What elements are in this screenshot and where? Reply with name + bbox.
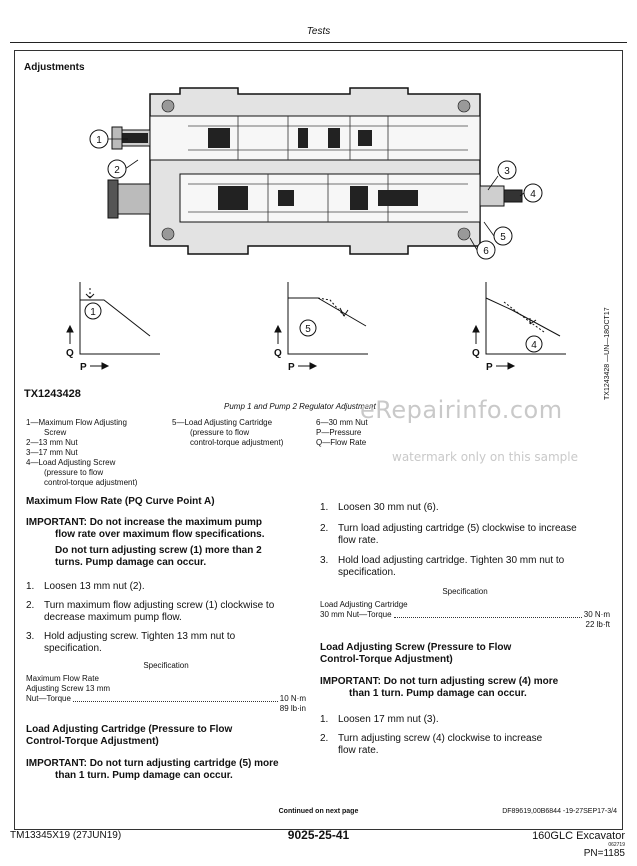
- footer-pn: PN=1185: [583, 848, 625, 859]
- graph3-p-label: P: [486, 362, 493, 373]
- step: [320, 555, 610, 579]
- legend-col1: [26, 418, 166, 488]
- graph2-q-label: Q: [274, 348, 282, 359]
- step-line: Turn load adjusting cartridge (5) clockwise to increase: [338, 523, 577, 534]
- callout-3-label: 3: [504, 166, 510, 177]
- step: [320, 714, 610, 726]
- graph3-q-label: Q: [472, 348, 480, 359]
- legend-item: P—Pressure: [316, 428, 362, 437]
- legend-item: 4—Load Adjusting Screw: [26, 458, 116, 467]
- spec-line: Maximum Flow Rate: [26, 674, 99, 683]
- graph-callout-1-label: 1: [90, 307, 96, 318]
- spec-value-alt: 89 lb·in: [279, 704, 306, 713]
- step-number: 1.: [320, 714, 329, 725]
- legend-item: 3—17 mm Nut: [26, 448, 78, 457]
- important-line: IMPORTANT: Do not increase the maximum pump: [26, 517, 262, 528]
- important-line: IMPORTANT: Do not turn adjusting cartridge (5) more: [26, 758, 279, 769]
- pq-graphs: [0, 270, 637, 380]
- spec-torque-row: [26, 694, 306, 704]
- callout-4-label: 4: [530, 189, 536, 200]
- important-line: flow rate over maximum flow specifications.: [55, 529, 265, 540]
- cartridge-heading: [26, 724, 306, 748]
- legend-item: 1—Maximum Flow Adjusting: [26, 418, 127, 427]
- step-text: [338, 555, 564, 579]
- important-line: turns. Pump damage can occur.: [55, 557, 207, 568]
- step: [26, 600, 306, 624]
- legend-item: 2—13 mm Nut: [26, 438, 78, 447]
- step-line: decrease maximum pump flow.: [44, 612, 182, 623]
- watermark-subtext: watermark only on this sample: [392, 450, 579, 464]
- legend-col2: [172, 418, 312, 448]
- footer-date-code: 062719: [608, 842, 625, 848]
- graph1-q-label: Q: [66, 348, 74, 359]
- graph2-p-label: P: [288, 362, 295, 373]
- important-line: than 1 turn. Pump damage can occur.: [55, 770, 233, 781]
- legend-item: Q—Flow Rate: [316, 438, 367, 447]
- step-number: 3.: [320, 555, 329, 566]
- step-number: 1.: [320, 502, 329, 513]
- important-line: Do not turn adjusting screw (1) more than 2: [55, 545, 262, 556]
- footer-manual-id: TM13345X19 (27JUN19): [10, 830, 122, 841]
- step: [320, 733, 610, 757]
- graph-callout-4-label: 4: [531, 340, 537, 351]
- figure-id: TX1243428: [24, 388, 81, 400]
- legend-item: 6—30 mm Nut: [316, 418, 368, 427]
- figure-side-code: TX1243428 —UN—18OCT17: [604, 307, 611, 400]
- footer-model: 160GLC Excavator: [532, 830, 625, 842]
- page-header-title: Tests: [306, 26, 331, 37]
- callout-1-label: 1: [96, 135, 102, 146]
- step-number: 2.: [320, 733, 329, 744]
- spec-value: 10 N·m: [279, 694, 306, 703]
- important-line: than 1 turn. Pump damage can occur.: [349, 688, 527, 699]
- step-list-right-b: [320, 714, 610, 757]
- max-flow-heading: Maximum Flow Rate (PQ Curve Point A): [26, 496, 215, 507]
- graph-callout-5-label: 5: [305, 324, 311, 335]
- step-list-left: [26, 581, 306, 655]
- left-column: [26, 496, 306, 782]
- step-line: specification.: [44, 643, 102, 654]
- step-list-right-a: [320, 502, 610, 579]
- legend-item: Screw: [44, 428, 67, 437]
- figure-caption: Pump 1 and Pump 2 Regulator Adjustment: [224, 402, 376, 411]
- important-note-1: [26, 517, 306, 569]
- heading-line: Load Adjusting Screw (Pressure to Flow: [320, 642, 512, 653]
- step-text: Loosen 30 mm nut (6).: [338, 502, 439, 513]
- heading-line: Load Adjusting Cartridge (Pressure to Flow: [26, 724, 233, 735]
- step: [320, 502, 610, 514]
- legend-item: (pressure to flow: [190, 428, 250, 437]
- legend-item: control-torque adjustment): [190, 438, 284, 447]
- step-text: [44, 631, 235, 655]
- callout-5-label: 5: [500, 232, 506, 243]
- footer-page-number: 9025-25-41: [287, 828, 350, 842]
- step-line: flow rate.: [338, 535, 379, 546]
- step: [26, 631, 306, 655]
- important-line: IMPORTANT: Do not turn adjusting screw (4) more: [320, 676, 559, 687]
- right-column: [320, 502, 610, 757]
- spec-value-alt: 22 lb·ft: [585, 620, 610, 629]
- legend-item: (pressure to flow: [44, 468, 104, 477]
- spec-label: 30 mm Nut—Torque: [320, 610, 392, 619]
- legend-item: control-torque adjustment): [44, 478, 138, 487]
- graph1-p-label: P: [80, 362, 87, 373]
- spec-line: Adjusting Screw 13 mm: [26, 684, 111, 693]
- watermark-text: eRepairinfo.com: [360, 396, 563, 424]
- step-line: Hold adjusting screw. Tighten 13 mm nut to: [44, 631, 236, 642]
- step-line: Turn adjusting screw (4) clockwise to increase: [338, 733, 543, 744]
- spec-title-left: Specification: [143, 661, 189, 670]
- spec-title-right: Specification: [442, 587, 488, 596]
- step: [26, 581, 306, 593]
- step-text: Loosen 17 mm nut (3).: [338, 714, 439, 725]
- spec-label: Nut—Torque: [26, 694, 71, 703]
- section-title: Adjustments: [24, 62, 85, 73]
- legend-item: 5—Load Adjusting Cartridge: [172, 418, 273, 427]
- step-text: [338, 733, 542, 757]
- step: [320, 523, 610, 547]
- spec-line: Load Adjusting Cartridge: [320, 600, 408, 609]
- heading-line: Control-Torque Adjustment): [320, 654, 453, 665]
- step-number: 3.: [26, 631, 35, 642]
- step-number: 1.: [26, 581, 35, 592]
- heading-line: Control-Torque Adjustment): [26, 736, 159, 747]
- step-text: Loosen 13 mm nut (2).: [44, 581, 145, 592]
- continued-note: Continued on next page: [278, 808, 359, 815]
- spec-value: 30 N·m: [583, 610, 610, 619]
- step-text: [44, 600, 274, 624]
- step-number: 2.: [320, 523, 329, 534]
- screw-heading: [320, 642, 610, 666]
- step-line: Turn maximum flow adjusting screw (1) clockwise to: [44, 600, 275, 611]
- step-number: 2.: [26, 600, 35, 611]
- important-note-2: [26, 758, 306, 782]
- footer-right: [532, 830, 625, 859]
- doc-reference: DF89619,00B6844 -19-27SEP17-3/4: [502, 808, 617, 815]
- figure-side-code-wrap: [603, 300, 612, 400]
- callout-2-label: 2: [114, 165, 120, 176]
- step-line: specification.: [338, 567, 396, 578]
- callout-6-label: 6: [483, 246, 489, 257]
- step-line: Hold load adjusting cartridge. Tighten 30 mm nut to: [338, 555, 565, 566]
- step-line: flow rate.: [338, 745, 379, 756]
- important-note-3: [320, 676, 610, 700]
- illustration-callouts: [0, 0, 637, 280]
- spec-torque-row: [320, 610, 610, 620]
- step-text: [338, 523, 577, 547]
